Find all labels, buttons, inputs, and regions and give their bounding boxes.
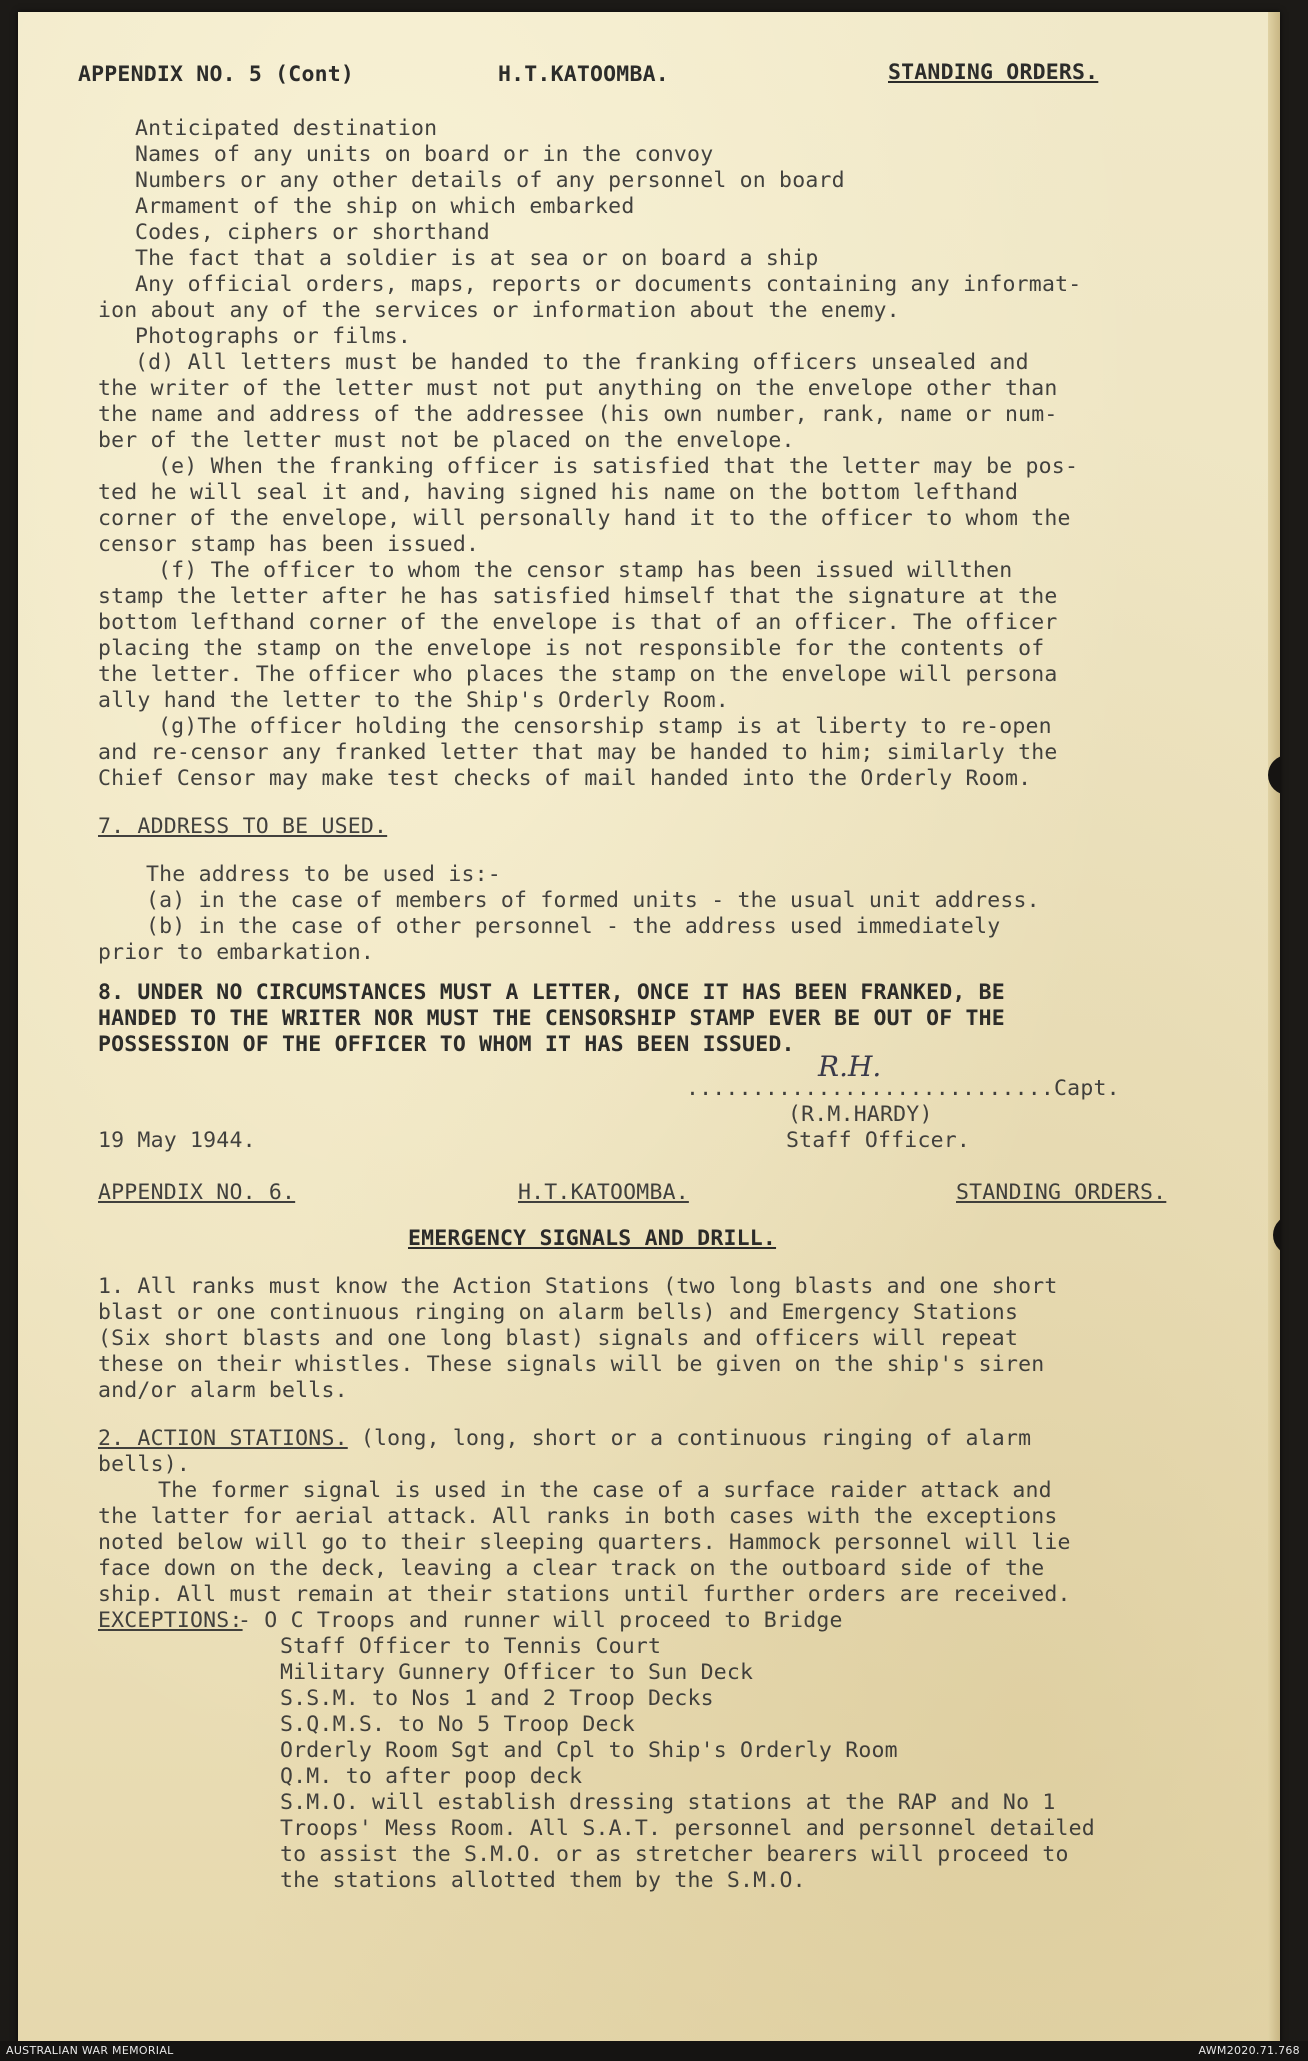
list-item: Numbers or any other details of any personnel on board bbox=[135, 168, 845, 193]
section-2-body-line: ship. All must remain at their stations until further orders are received. bbox=[98, 1582, 1071, 1607]
exception-item: S.Q.M.S. to No 5 Troop Deck bbox=[280, 1712, 635, 1737]
footer-accession-number: AWM2020.71.768 bbox=[1198, 2044, 1300, 2057]
footer-institution: AUSTRALIAN WAR MEMORIAL bbox=[6, 2044, 174, 2057]
exception-item: Staff Officer to Tennis Court bbox=[280, 1634, 662, 1659]
section-1-line: (Six short blasts and one long blast) signals and officers will repeat bbox=[98, 1326, 1019, 1351]
section-1-line: these on their whistles. These signals will be given on the ship's siren bbox=[98, 1352, 1045, 1377]
section-2-line: bells). bbox=[98, 1452, 191, 1477]
paragraph-g-line: and re-censor any franked letter that may be handed to him; similarly the bbox=[98, 740, 1058, 765]
appendix-6-label: APPENDIX NO. 6. bbox=[98, 1180, 296, 1205]
list-item: Any official orders, maps, reports or documents containing any informat- bbox=[135, 272, 1082, 297]
section-2-heading-line bbox=[98, 1426, 1031, 1452]
paragraph-d-line: the name and address of the addressee (his own number, rank, name or num- bbox=[98, 402, 1058, 427]
paper-edge bbox=[1268, 12, 1280, 2050]
section-title: EMERGENCY SIGNALS AND DRILL. bbox=[408, 1226, 777, 1251]
paragraph-d-line: the writer of the letter must not put anything on the envelope other than bbox=[98, 376, 1058, 401]
section-7-heading: 7. ADDRESS TO BE USED. bbox=[98, 814, 388, 839]
action-stations-signal: (long, long, short or a continuous ringing of alarm bbox=[347, 1426, 1032, 1451]
exception-item: S.M.O. will establish dressing stations at the RAP and No 1 bbox=[280, 1790, 1056, 1815]
paragraph-g-line: (g)The officer holding the censorship stamp is at liberty to re-open bbox=[158, 714, 1052, 739]
list-item: The fact that a soldier is at sea or on board a ship bbox=[135, 246, 819, 271]
paragraph-d-line: (d) All letters must be handed to the franking officers unsealed and bbox=[135, 350, 1029, 375]
section-7-line: (b) in the case of other personnel - the address used immediately bbox=[146, 914, 1001, 939]
paragraph-f-line: placing the stamp on the envelope is not responsible for the contents of bbox=[98, 636, 1045, 661]
exception-item: Orderly Room Sgt and Cpl to Ship's Orderly Room bbox=[280, 1738, 898, 1763]
paragraph-e-line: (e) When the franking officer is satisfied that the letter may be pos- bbox=[158, 454, 1079, 479]
section-8-line: POSSESSION OF THE OFFICER TO WHOM IT HAS BEEN ISSUED. bbox=[98, 1032, 795, 1057]
exception-item: S.S.M. to Nos 1 and 2 Troop Decks bbox=[280, 1686, 714, 1711]
standing-orders-label-2: STANDING ORDERS. bbox=[956, 1180, 1167, 1205]
section-8-line: 8. UNDER NO CIRCUMSTANCES MUST A LETTER, ONCE IT HAS BEEN FRANKED, BE bbox=[98, 980, 1005, 1005]
section-1-line: and/or alarm bells. bbox=[98, 1378, 348, 1403]
exception-item: Military Gunnery Officer to Sun Deck bbox=[280, 1660, 754, 1685]
paragraph-f-line: bottom lefthand corner of the envelope is that of an officer. The officer bbox=[98, 610, 1058, 635]
handwritten-signature: R.H. bbox=[818, 1050, 882, 1083]
signature-line: ............................Capt. bbox=[686, 1076, 1120, 1101]
exception-item: - O C Troops and runner will proceed to Bridge bbox=[238, 1608, 843, 1633]
section-2-body-line: the latter for aerial attack. All ranks in both cases with the exceptions bbox=[98, 1504, 1058, 1529]
section-2-body-line: face down on the deck, leaving a clear track on the outboard side of the bbox=[98, 1556, 1045, 1581]
section-8-line: HANDED TO THE WRITER NOR MUST THE CENSORSHIP STAMP EVER BE OUT OF THE bbox=[98, 1006, 1005, 1031]
list-item: Photographs or films. bbox=[135, 324, 412, 349]
section-2-body-line: The former signal is used in the case of a surface raider attack and bbox=[158, 1478, 1052, 1503]
section-2-body-line: noted below will go to their sleeping quarters. Hammock personnel will lie bbox=[98, 1530, 1071, 1555]
exception-item: to assist the S.M.O. or as stretcher bearers will proceed to bbox=[280, 1842, 1069, 1867]
document-date: 19 May 1944. bbox=[98, 1128, 256, 1153]
signatory-title: Staff Officer. bbox=[786, 1128, 971, 1153]
paragraph-f-line: ally hand the letter to the Ship's Orderly Room. bbox=[98, 688, 729, 713]
section-7-line: prior to embarkation. bbox=[98, 940, 375, 965]
paragraph-e-line: ted he will seal it and, having signed his name on the bottom lefthand bbox=[98, 480, 1019, 505]
paragraph-f-line: the letter. The officer who places the stamp on the envelope will persona bbox=[98, 662, 1058, 687]
exception-item: Troops' Mess Room. All S.A.T. personnel and personnel detailed bbox=[280, 1816, 1095, 1841]
list-item: Anticipated destination bbox=[135, 116, 438, 141]
list-item: Armament of the ship on which embarked bbox=[135, 194, 635, 219]
paragraph-d-line: ber of the letter must not be placed on the envelope. bbox=[98, 428, 795, 453]
ship-name: H.T.KATOOMBA. bbox=[498, 62, 669, 87]
document-page bbox=[18, 12, 1280, 2050]
section-1-line: 1. All ranks must know the Action Stations (two long blasts and one short bbox=[98, 1274, 1058, 1299]
archive-footer bbox=[0, 2041, 1308, 2061]
exception-item: the stations allotted them by the S.M.O. bbox=[280, 1868, 806, 1893]
action-stations-heading: 2. ACTION STATIONS. bbox=[98, 1426, 348, 1451]
standing-orders-label: STANDING ORDERS. bbox=[888, 60, 1099, 85]
section-7-line: (a) in the case of members of formed units - the usual unit address. bbox=[146, 888, 1040, 913]
section-1-line: blast or one continuous ringing on alarm bells) and Emergency Stations bbox=[98, 1300, 1019, 1325]
list-item: ion about any of the services or information about the enemy. bbox=[98, 298, 900, 323]
ship-name-2: H.T.KATOOMBA. bbox=[518, 1180, 689, 1205]
exceptions-label: EXCEPTIONS: bbox=[98, 1608, 243, 1633]
paragraph-e-line: censor stamp has been issued. bbox=[98, 532, 480, 557]
list-item: Names of any units on board or in the convoy bbox=[135, 142, 714, 167]
paragraph-g-line: Chief Censor may make test checks of mail handed into the Orderly Room. bbox=[98, 766, 1032, 791]
signatory-name: (R.M.HARDY) bbox=[788, 1102, 933, 1127]
section-7-intro: The address to be used is:- bbox=[146, 862, 501, 887]
list-item: Codes, ciphers or shorthand bbox=[135, 220, 490, 245]
paragraph-f-line: stamp the letter after he has satisfied himself that the signature at the bbox=[98, 584, 1058, 609]
appendix-label: APPENDIX NO. 5 (Cont) bbox=[78, 62, 355, 87]
paragraph-f-line: (f) The officer to whom the censor stamp has been issued willthen bbox=[158, 558, 1013, 583]
paragraph-e-line: corner of the envelope, will personally hand it to the officer to whom the bbox=[98, 506, 1071, 531]
exception-item: Q.M. to after poop deck bbox=[280, 1764, 583, 1789]
